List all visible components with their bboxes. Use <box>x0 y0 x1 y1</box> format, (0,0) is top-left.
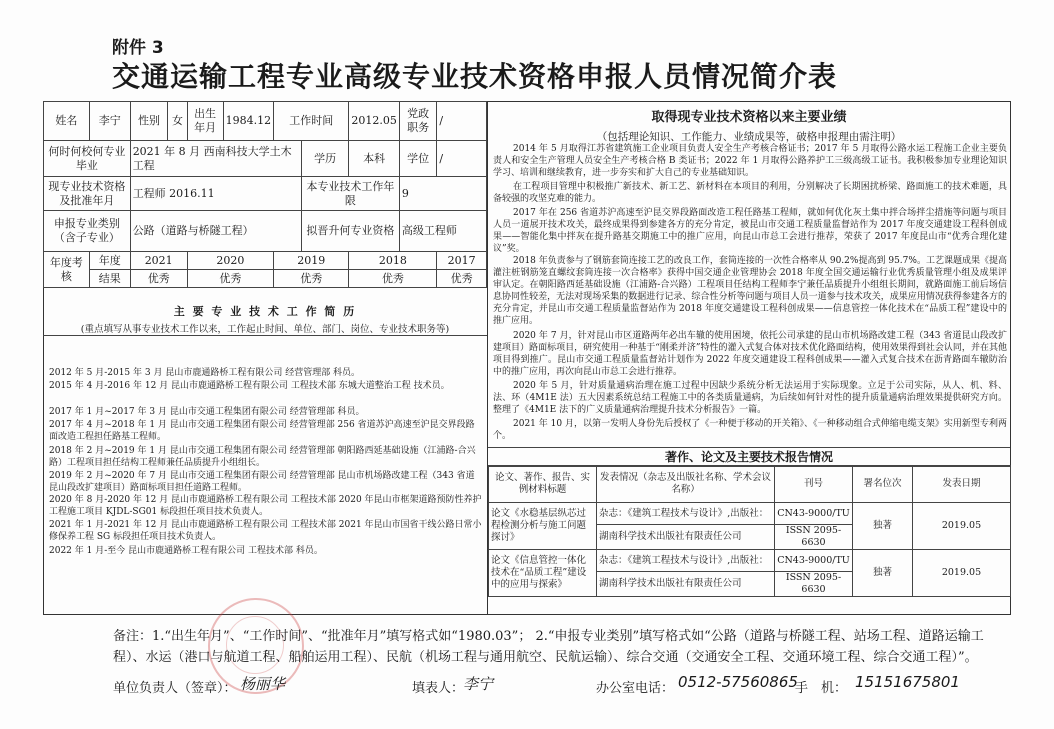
attachment-label: 附件 3 <box>112 38 164 58</box>
assess-year: 2019 <box>274 252 349 270</box>
pub-issn: ISSN 2095-6630 <box>775 525 853 550</box>
party-value: / <box>437 102 487 141</box>
brief-title: 主 要 专 业 技 术 工 作 简 历 <box>173 305 357 318</box>
degree-label: 学位 <box>399 141 437 177</box>
pub-issn: CN43-9000/TU <box>775 550 853 572</box>
assess-result: 优秀 <box>274 270 349 288</box>
assess-year: 2021 <box>130 252 187 270</box>
pub-position: 独著 <box>853 550 913 597</box>
brief-item: 2019 年 2 月~2020 年 7 月 昆山市交通工程集团有限公司 经营管理部 昆山市机场路改建工程（343 省道昆山段改扩建项目）路面标项目担任道路工程师。 <box>49 471 475 493</box>
cat-value: 公路（道路与桥隧工程） <box>130 211 301 252</box>
gender-label: 性别 <box>130 102 168 141</box>
pub-publisher: 湖南科学技术出版社有限责任公司 <box>597 525 775 550</box>
brief-item: 2017 年 4 月~2018 年 1 月 昆山市交通工程集团有限公司 经营管理部 256 省道苏沪高速至沪昆交界段路面改造工程担任路基工程师。 <box>49 420 475 442</box>
work-value: 2012.05 <box>349 102 400 141</box>
brief-item: 2020 年 8 月-2020 年 12 月 昆山市鹿通路桥工程有限公司 工程技术部 2020 年昆山市框架道路预防性养护工程施工项目 KJDL-SG01 标段担任项目技术负责人。 <box>49 495 482 517</box>
birth-label: 出生年月 <box>187 102 223 141</box>
achievement-paragraph: 2021 年 10 月，以第一发明人身份先后授权了《一种便于移动的开关箱》、《一种移动组合式伸缩电缆支架》实用新型专利两个。 <box>493 419 1007 441</box>
brief-subtitle: (重点填写从事专业技术工作以来，工作起止时间、单位、部门、岗位、专业技术职务等) <box>80 324 450 335</box>
achievement-paragraph: 在工程项目管理中积极推广新技术、新工艺、新材料在本项目的利用，分别解决了长期困扰桥梁、路面施工的技术难题，具备较强的攻坚克难的能力。 <box>493 182 1007 204</box>
assess-year: 2017 <box>437 252 487 270</box>
assess-result: 优秀 <box>187 270 273 288</box>
publications-title: 著作、论文及主要技术报告情况 <box>488 447 1010 467</box>
achievement-paragraph: 2020 年 5 月，针对质量通病治理在施工过程中因缺少系统分析无法运用于实际现象。立足于公司实际，从人、机、料、法、环（4M1E 法）五大因素系统总结工程施工中的各类质量通病，为后续如何针对性的提升质量通病治理效果提供研究方向。整理了《4M1E 法下的广义质量通病治理提升技术分析报告》一篇。 <box>493 381 1007 415</box>
edu-value: 本科 <box>349 141 400 177</box>
filler-signature: 李宁 <box>463 675 494 693</box>
mobile-value: 15151675801 <box>855 673 960 691</box>
page-title: 交通运输工程专业高级专业技术资格申报人员情况简介表 <box>112 60 838 93</box>
pub-date: 2019.05 <box>913 503 1011 550</box>
brief-header <box>43 301 487 336</box>
pub-title: 论文《水稳基层纵芯过程检测分析与施工问题探讨》 <box>489 503 597 550</box>
brief-item: 2022 年 1 月-至今 昆山市鹿通路桥工程有限公司 工程技术部 科员。 <box>49 546 323 556</box>
cur-label: 现专业技术资格及批准年月 <box>44 177 131 211</box>
mobile-label: 手 机： <box>795 681 848 696</box>
work-label: 工作时间 <box>274 102 349 141</box>
achievements-subtitle: （包括理论知识、工作能力、业绩成果等，破格申报理由需注明） <box>596 131 902 143</box>
cur-value: 工程师 2016.11 <box>130 177 301 211</box>
pub-header: 发表情况（杂志及出版社名称、学术会议名称） <box>597 466 775 503</box>
grad-value: 2021 年 8 月 西南科技大学土木工程 <box>130 141 301 177</box>
birth-value: 1984.12 <box>223 102 274 141</box>
publications-table <box>488 465 1011 597</box>
edu-label: 学历 <box>301 141 348 177</box>
achievement-paragraph: 2020 年 7 月，针对昆山市区道路两年必出车辙的使用困境，依托公司承建的昆山市机场路改建工程（343 省道昆山段改扩建项目）路面标项目，研究使用一种基于“刚柔并济”特性的灌入式复合体对技术优化路面结构，使用效果得到社会认同，并在其他项目得到推广。昆山市交通工程质量监督站计划作为 2022 年度交通建设工程科创成果——灌入式复合技术在沥青路面车辙防治中的推广应用，再次向昆山市总工会进行推荐。 <box>493 331 1007 377</box>
pub-title: 论文《信息管控一体化技术在“品质工程”建设中的应用与探索》 <box>489 550 597 597</box>
party-label: 党政职务 <box>399 102 437 141</box>
office-phone-label: 办公室电话： <box>596 681 675 696</box>
achievement-paragraph: 2017 年在 256 省道苏沪高速至沪昆交界段路面改造工程任路基工程师，就如何优化灰土集中拌合场拌尘措施等问题与项目人员一道展开技术攻关，最终成果得到参建各方的充分肯定，被昆山市交通工程质量监督站作为 2017 年度交通建设工程科创成果——智能化集中拌灰在提升路基交期施工中的推广应用，向昆山市总工会进行推荐，荣获了 2017 年度昆山市“优秀合理化建议”奖。 <box>493 208 1007 254</box>
basic-info-table <box>43 101 487 288</box>
pub-position: 独著 <box>853 503 913 550</box>
brief-item: 2017 年 1 月~2017 年 3 月 昆山市交通工程集团有限公司 经营管理部 科员。 <box>49 407 365 417</box>
assess-result-label: 结果 <box>89 270 130 288</box>
pub-issn: ISSN 2095-6630 <box>775 572 853 597</box>
target-label: 拟晋升何专业资格 <box>301 211 399 252</box>
achievement-paragraph: 2018 年负责参与了钢筋套筒连接工艺的改良工作，套筒连接的一次性合格率从 90.2%提高到 95.7%。工艺课题成果《提高灌注桩钢筋笼直螺纹套筒连接一次合格率》获得中国交通企业管理协会 2018 年度全国交通运输行业优秀质量管理小组及成果评审认定。在朝阳路西延基础设施（江浦路-合兴路）工程项目任结构工程师李宁兼任品质提升小组组长期间，就路面施工前后场信息协同性较差，无法对现场采集的数据进行记录、综合性分析等问题与项目人员一道参与技术攻关，成果应用情况获得参建各方的充分肯定，并昆山市交通工程质量监督站作为 2018 年度交通建设工程科创成果——信息管控一体化技术在“品质工程”建设中的推广应用。 <box>493 256 1007 326</box>
unit-head-label: 单位负责人（签章）： <box>113 681 237 696</box>
years-value: 9 <box>399 177 486 211</box>
assess-year-label: 年度 <box>89 252 130 270</box>
name-value: 李宁 <box>89 102 130 141</box>
pub-header: 刊号 <box>775 466 853 503</box>
pub-date: 2019.05 <box>913 550 1011 597</box>
brief-item: 2021 年 1 月-2021 年 12 月 昆山市鹿通路桥工程有限公司 工程技术部 2021 年昆山市国省干线公路日常小修保养工程 SG 标段担任项目技术负责人。 <box>49 520 482 542</box>
pub-header: 发表日期 <box>913 466 1011 503</box>
assess-label: 年度考核 <box>44 252 90 288</box>
pub-header: 论文、著作、报告、实例材料标题 <box>489 466 597 503</box>
assess-year: 2018 <box>349 252 437 270</box>
filler-label: 填表人： <box>412 681 465 696</box>
brief-item: 2015 年 4 月-2016 年 12 月 昆山市鹿通路桥工程有限公司 工程技术部 东城大道整治工程 技术员。 <box>49 381 450 391</box>
brief-item: 2018 年 2 月~2019 年 1 月 昆山市交通工程集团有限公司 经营管理部 朝阳路西延基础设施（江浦路-合兴路）工程项目担任结构工程师兼任品质提升小组组长。 <box>49 446 476 468</box>
pub-publisher: 湖南科学技术出版社有限责任公司 <box>597 572 775 597</box>
achievements-title: 取得现专业技术资格以来主要业绩 <box>651 110 847 125</box>
years-label: 本专业技术工作年限 <box>301 177 399 211</box>
cat-label: 申报专业类别（含子专业） <box>44 211 131 252</box>
assess-result: 优秀 <box>130 270 187 288</box>
assess-result: 优秀 <box>437 270 487 288</box>
remarks: 备注：1.“出生年月”、“工作时间”、“批准年月”填写格式如“1980.03”； 2.“申报专业类别”填写格式如“公路（道路与桥隧工程、站场工程、道路运输工程）、水运（港口与航道工程、船舶运用工程）、民航（机场工程与通用航空、民航运输）、综合交通（交通安全工程、交通环境工程、综合交通工程）”。 <box>113 629 984 665</box>
unit-head-signature: 杨丽华 <box>240 675 286 693</box>
office-phone-value: 0512-57560865 <box>678 673 798 691</box>
pub-header: 署名位次 <box>853 466 913 503</box>
achievement-paragraph: 2014 年 5 月取得江苏省建筑施工企业项目负责人安全生产考核合格证书；2017 年 5 月取得公路水运工程施工企业主要负责人和安全生产管理人员安全生产考核合格 B 类证书；2022 年 1 月取得公路养护工三级高级工证书。我积极参加专业理论知识学习、培训和继续教育，进一步夯实和扩大自己的专业基础知识。 <box>493 144 1007 178</box>
degree-value: / <box>437 141 487 177</box>
grad-label: 何时何校何专业毕业 <box>44 141 131 177</box>
brief-item: 2012 年 5 月-2015 年 3 月 昆山市鹿通路桥工程有限公司 经营管理部 科员。 <box>49 368 361 378</box>
name-label: 姓名 <box>44 102 90 141</box>
pub-journal: 杂志：《建筑工程技术与设计》,出版社： <box>597 503 775 525</box>
target-value: 高级工程师 <box>399 211 486 252</box>
achievements-header <box>488 102 1010 144</box>
pub-journal: 杂志：《建筑工程技术与设计》,出版社： <box>597 550 775 572</box>
gender-value: 女 <box>168 102 187 141</box>
assess-year: 2020 <box>187 252 273 270</box>
assess-result: 优秀 <box>349 270 437 288</box>
pub-issn: CN43-9000/TU <box>775 503 853 525</box>
